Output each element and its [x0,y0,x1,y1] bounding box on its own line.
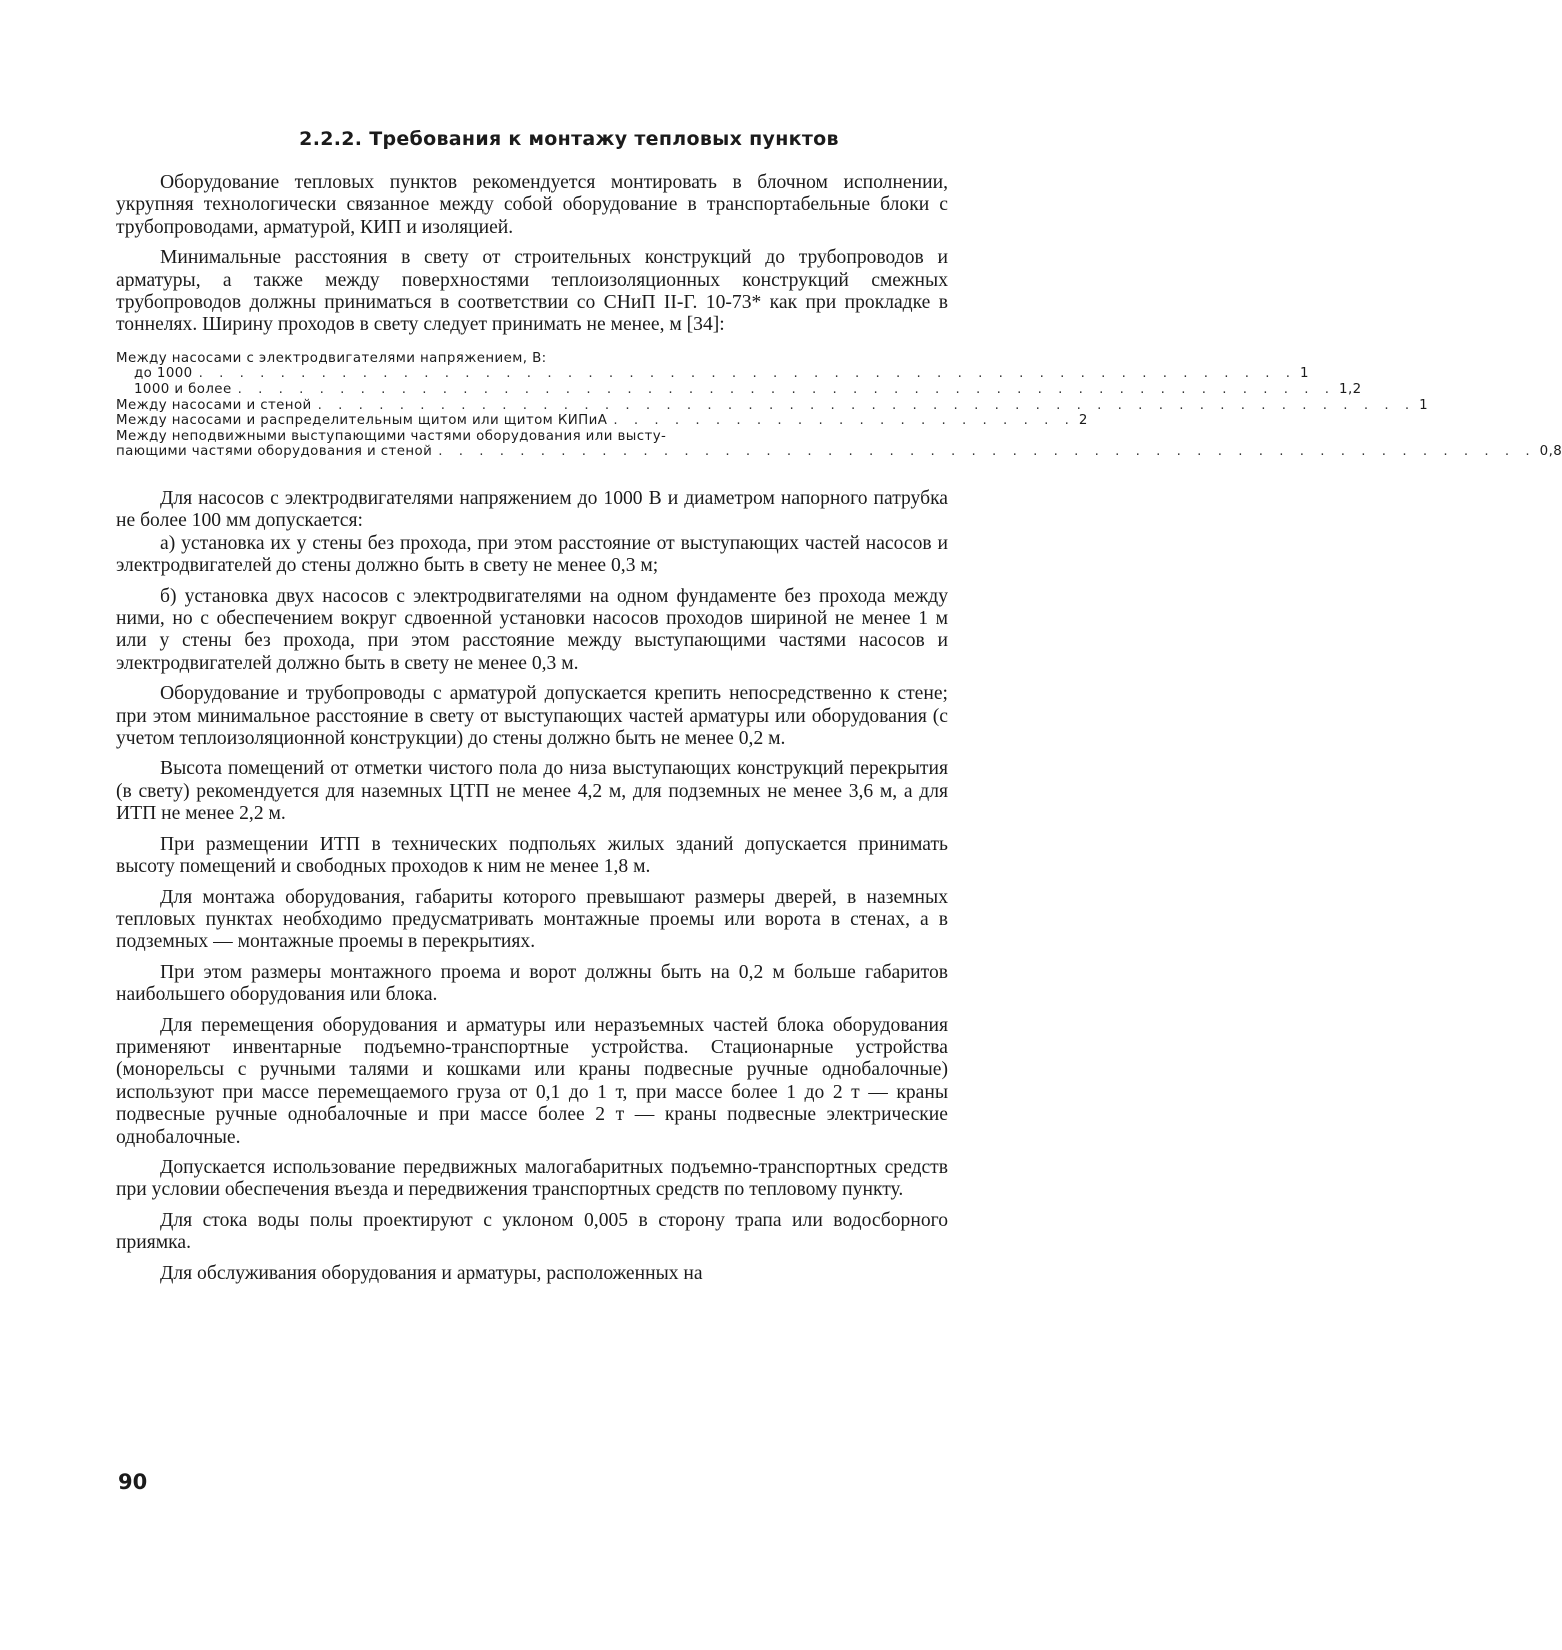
paragraph: Для монтажа оборудования, габариты которого превышают размеры дверей, в наземных тепловых пунктах необходимо предусматривать монтажные проемы или ворота в стенах, а в подземных — монтажные проемы в перекрытиях. [116,886,948,953]
paragraph: Высота помещений от отметки чистого пола до низа выступающих конструкций перекрытия (в свету) рекомендуется для наземных ЦТП не менее 4,2 м, для подземных не менее 3,6 м, а для ИТП не менее 2,2 м. [116,758,948,825]
table-row-label: пающими частями оборудования и стеной [116,444,433,460]
paragraph: Для обслуживания оборудования и арматуры, расположенных на [160,1262,703,1284]
paragraph: Для перемещения оборудования и арматуры или неразъемных частей блока оборудования применяют инвентарные подъемно-транспортные устройства. Стационарные устройства (монорельсы с ручными талями и кошками или краны подвесные ручные однобалочные) используют при массе перемещаемого груза от 0,1 до 1 т, при массе более 1 до 2 т — краны подвесные ручные однобалочные и при массе более 2 т — краны подвесные электрические однобалочные. [116,1014,948,1148]
paragraph: Оборудование тепловых пунктов рекомендуется монтировать в блочном исполнении, укрупняя технологически связанное между собой оборудование в транспортабельные блоки с трубопроводами, арматурой, КИП и изоляцией. [116,172,948,238]
dot-leader: . . . . . . . . . . . . . . . . . . . . . . . [613,413,1075,429]
table-group-header [116,351,948,367]
list-item-a: а) установка их у стены без прохода, при этом расстояние от выступающих частей насосов и электродвигателей до стены должно быть в свету не менее 0,3 м; [116,532,948,577]
distance-table [116,350,1562,460]
paragraph: Оборудование и трубопроводы с арматурой допускается крепить непосредственно к стене; при этом минимальное расстояние в свету от выступающих частей арматуры или оборудования (с учетом теплоизоляционной конструкции) до стены должно быть не менее 0,2 м. [116,683,948,750]
table-row [116,413,1088,429]
section-heading: 2.2.2. Требования к монтажу тепловых пунктов [299,128,839,150]
dot-leader: . . . . . . . . . . . . . . . . . . . . . . . . . . . . . . . . . . . . . . . . . . . . . . . . . . . . . . [237,382,1336,398]
table-row-value: 1 [1300,366,1309,382]
table-row-label: Между насосами и стеной [116,397,312,413]
table-row [116,366,1309,382]
paragraph: Для насосов с электродвигателями напряжением до 1000 В и диаметром напорного патрубка не более 100 мм допускается: [116,488,948,532]
paragraph: При размещении ИТП в технических подпольях жилых зданий допускается принимать высоту помещений и свободных проходов к ним не менее 1,8 м. [116,833,948,878]
table-row-label: до 1000 [134,366,193,382]
table-row [116,382,1362,398]
paragraph: Допускается использование передвижных малогабаритных подъемно-транспортных средств при условии обеспечения въезда и передвижения транспортных средств по тепловому пункту. [116,1156,948,1201]
page-number: 90 [118,1470,148,1494]
body-text [116,172,1562,1285]
dot-leader: . . . . . . . . . . . . . . . . . . . . . . . . . . . . . . . . . . . . . . . . . . . . . . . . . . . . . . [317,397,1416,413]
table-row-label: Между насосами с электродвигателями напряжением, В: [116,350,547,366]
table-row-value: 2 [1078,413,1088,429]
table-row-label: Между насосами и распределительным щитом или щитом КИПиА [116,413,608,429]
table-row-label: 1000 и более [134,382,232,398]
list-item-b: б) установка двух насосов с электродвигателями на одном фундаменте без прохода между ними, но с обеспечением вокруг сдвоенной установки насосов проходов шириной не менее 1 м или у стены без прохода, при этом расстояние между выступающими частями насосов и электродвигателей должно быть в свету не менее 0,3 м. [116,585,948,674]
paragraph: Для стока воды полы проектируют с уклоном 0,005 в сторону трапа или водосборного приямка. [116,1209,948,1254]
table-row [116,397,1429,414]
table-row [116,444,1562,460]
table-row-value: 1,2 [1339,382,1362,398]
paragraph: При этом размеры монтажного проема и ворот должны быть на 0,2 м больше габаритов наибольшего оборудования или блока. [116,961,948,1006]
dot-leader: . . . . . . . . . . . . . . . . . . . . . . . . . . . . . . . . . . . . . . . . . . . . . . . . . . . . . . [198,366,1297,382]
table-row-label: Между неподвижными выступающими частями оборудования или высту- [116,428,667,444]
table-row [116,429,948,445]
table-row-value: 0,8 [1539,444,1562,460]
dot-leader: . . . . . . . . . . . . . . . . . . . . . . . . . . . . . . . . . . . . . . . . . . . . . . . . . . . . . . [438,444,1536,460]
paragraph: Минимальные расстояния в свету от строительных конструкций до трубопроводов и арматуры, а также между поверхностями теплоизоляционных конструкций смежных трубопроводов должны приниматься в соответствии со СНиП II-Г. 10-73* как при прокладке в тоннелях. Ширину проходов в свету следует принимать не менее, м [34]: [116,247,948,336]
table-row-value: 1 [1419,397,1429,413]
